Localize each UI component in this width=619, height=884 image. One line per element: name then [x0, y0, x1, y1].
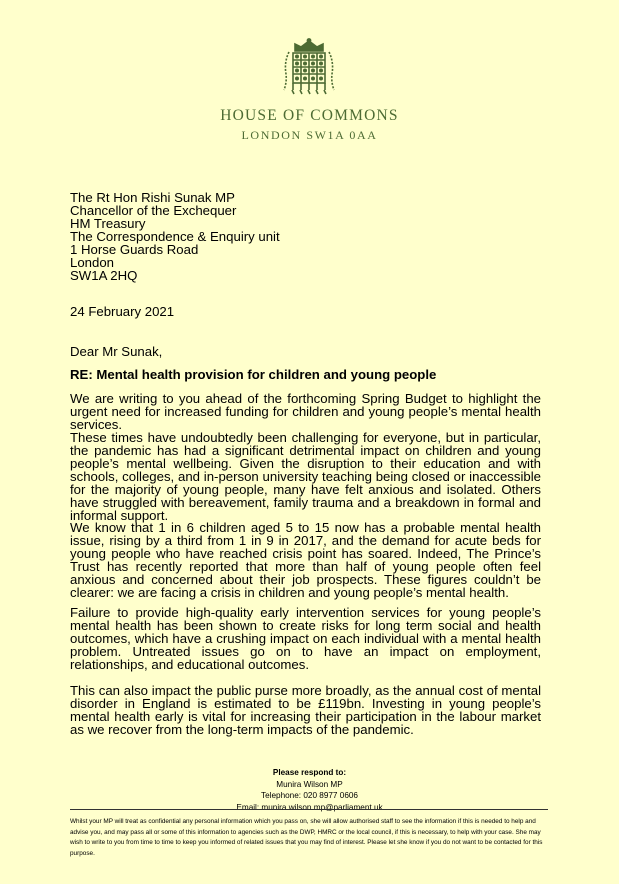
- salutation: Dear Mr Sunak,: [70, 344, 163, 359]
- recipient-line: Chancellor of the Exchequer: [70, 203, 237, 218]
- respond-name: Munira Wilson MP: [276, 779, 343, 789]
- recipient-line: HM Treasury: [70, 216, 146, 231]
- body-paragraph: These times have undoubtedly been challenging for everyone, but in particular, the pandemic has had a significant detrimental impact on children and young people’s mental wellbeing. Given the disruption to their education and with schools, colleges, and in-person university teaching being closed or inaccessible for the majority of young people, many have felt anxious and isolated. Others have struggled with bereavement, family trauma and a breakdown in formal and informal support.: [70, 430, 541, 523]
- recipient-line: London: [70, 255, 115, 270]
- subject-line: RE: Mental health provision for children and young people: [70, 367, 437, 382]
- footer-divider: [70, 809, 548, 810]
- recipient-address-block: [70, 191, 280, 282]
- respond-email: Email: munira.wilson.mp@parliament.uk: [236, 802, 383, 812]
- respond-heading: Please respond to:: [272, 768, 347, 777]
- portcullis-crest-icon: [281, 38, 337, 96]
- body-paragraph: We know that 1 in 6 children aged 5 to 15 now has a probable mental health issue, rising by a third from 1 in 9 in 2017, and the demand for acute beds for young people who have reached crisis point has soared. Indeed, The Prince’s Trust has recently reported that more than half of young people often feel anxious and concerned about their job prospects. These figures couldn’t be clearer: we are facing a crisis in children and young people’s mental health.: [70, 520, 541, 600]
- letterhead-address: LONDON SW1A 0AA: [241, 128, 378, 142]
- recipient-line: 1 Horse Guards Road: [70, 242, 199, 257]
- letterhead-name: HOUSE OF COMMONS: [220, 107, 399, 124]
- body-paragraph: We are writing to you ahead of the forthcoming Spring Budget to highlight the urgent need for increased funding for children and young people’s mental health services.: [70, 391, 541, 432]
- recipient-line: The Rt Hon Rishi Sunak MP: [70, 190, 235, 205]
- respond-telephone: Telephone: 020 8977 0606: [261, 791, 358, 800]
- recipient-line: SW1A 2HQ: [70, 268, 138, 283]
- letter-date: 24 February 2021: [70, 304, 175, 319]
- privacy-disclaimer: Whilst your MP will treat as confidential any personal information which you pass on, she will allow authorised staff to see the information if this is needed to help and advise you, and may pass all or some of this information to agencies such as the DWP, HMRC or the local council, if this is necessary, to help with your case. She may wish to write to you from time to time to keep you informed of related issues that you may find of interest. Please let she know if you do not want to be contacted for this purpose.: [70, 818, 543, 857]
- respond-to-block: [0, 767, 619, 813]
- body-paragraph: Failure to provide high-quality early intervention services for young people’s mental health has been shown to create risks for long term social and health outcomes, which have a crushing impact on each individual with a mental health problem. Untreated issues go on to have an impact on employment, relationships, and educational outcomes.: [70, 605, 541, 672]
- recipient-line: The Correspondence & Enquiry unit: [70, 229, 280, 244]
- body-paragraph: This can also impact the public purse more broadly, as the annual cost of mental disorder in England is estimated to be £119bn. Investing in young people’s mental health early is vital for increasing their participation in the labour market as we recover from the long-term impacts of the pandemic.: [70, 683, 541, 737]
